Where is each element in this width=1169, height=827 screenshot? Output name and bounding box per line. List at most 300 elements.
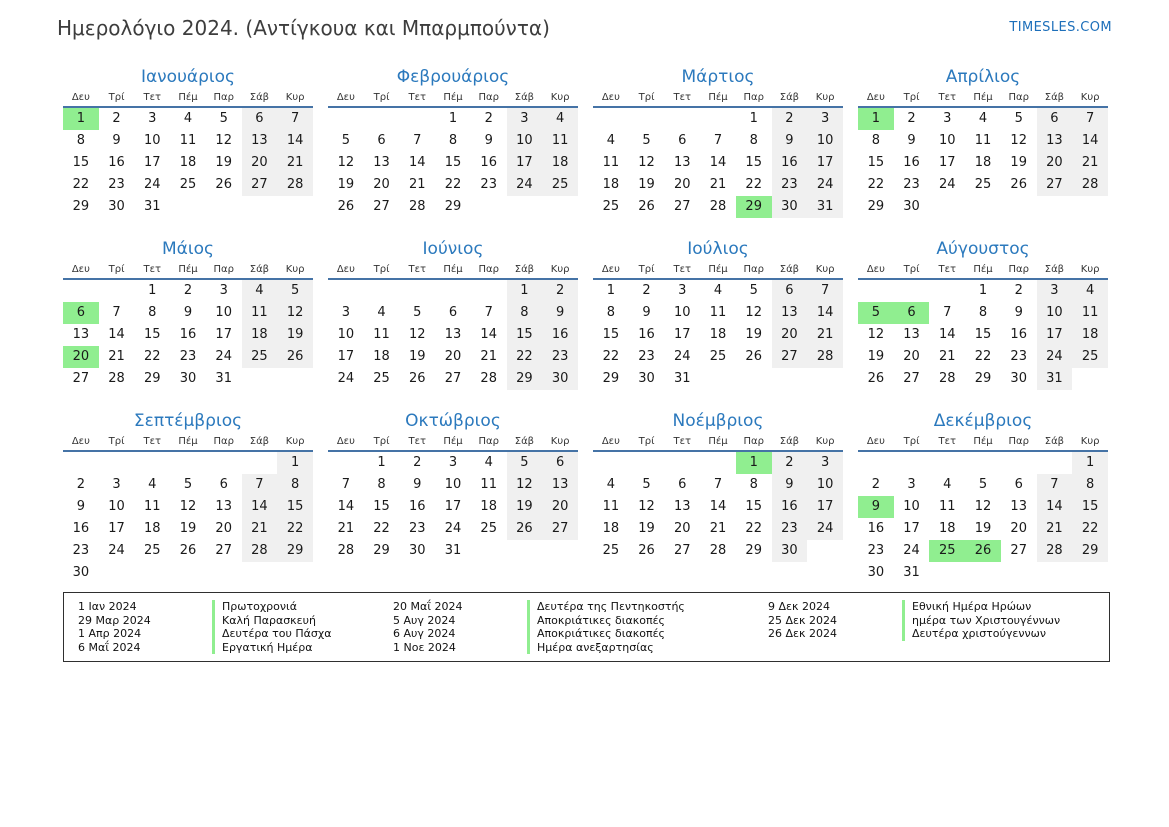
weekday-label: Πέμ xyxy=(443,264,463,275)
day-cell: 21 xyxy=(1072,152,1108,174)
month-days xyxy=(593,108,843,218)
month-title: Δεκέμβριος xyxy=(933,411,1033,431)
day-cell: 7 xyxy=(413,133,422,148)
day-cell: 15 xyxy=(745,499,762,514)
day-cell-empty xyxy=(629,452,665,474)
day-cell-empty xyxy=(242,452,278,474)
day-cell: 21 xyxy=(807,324,843,346)
day-cell: 25 xyxy=(602,199,620,214)
day-cell: 27 xyxy=(72,371,90,386)
day-cell: 10 xyxy=(507,130,543,152)
day-cell: 24 xyxy=(1037,346,1073,368)
day-cell: 29 xyxy=(507,368,543,390)
day-cell-empty xyxy=(965,196,1001,218)
weekday-label: Πέμ xyxy=(178,264,198,275)
day-cell-empty xyxy=(134,452,170,474)
day-cell: 22 xyxy=(745,177,762,192)
legend-date: 20 Μαΐ 2024 xyxy=(393,600,463,613)
day-cell: 4 xyxy=(148,477,157,492)
day-cell-empty xyxy=(807,368,843,390)
weekday-label: Δευ xyxy=(71,92,90,103)
day-cell: 30 xyxy=(772,196,808,218)
weekday-label: Δευ xyxy=(336,436,355,447)
weekday-label: Παρ xyxy=(743,436,764,447)
day-cell: 29 xyxy=(867,199,885,214)
weekday-label: Παρ xyxy=(1008,264,1029,275)
legend-date: 6 Μαΐ 2024 xyxy=(78,640,141,654)
day-cell: 15 xyxy=(277,496,313,518)
day-cell: 27 xyxy=(772,346,808,368)
weekday-label: Πέμ xyxy=(178,436,198,447)
weekday-label: Κυρ xyxy=(550,264,570,275)
weekday-label: Δευ xyxy=(71,436,90,447)
day-cell: 22 xyxy=(277,518,313,540)
day-cell: 2 xyxy=(76,477,85,492)
weekday-label: Τετ xyxy=(673,264,692,275)
day-cell: 4 xyxy=(183,111,193,126)
day-cell: 22 xyxy=(974,349,992,364)
day-cell: 3 xyxy=(448,455,458,470)
day-cell: 27 xyxy=(674,199,691,214)
day-cell: 21 xyxy=(409,177,426,192)
day-cell: 27 xyxy=(903,371,920,386)
day-cell: 7 xyxy=(713,133,723,148)
weekday-header xyxy=(858,92,1108,108)
day-cell: 28 xyxy=(480,371,497,386)
legend-item xyxy=(387,600,762,614)
day-cell: 30 xyxy=(903,199,920,214)
weekday-label: Σάβ xyxy=(1044,92,1065,103)
month-days xyxy=(328,280,578,390)
month-Δεκέμβριος xyxy=(858,410,1108,584)
day-cell: 19 xyxy=(337,177,355,192)
day-cell: 10 xyxy=(807,130,843,152)
day-cell: 8 xyxy=(277,474,313,496)
day-cell: 15 xyxy=(144,327,161,342)
weekday-label: Σάβ xyxy=(514,92,535,103)
day-cell-empty xyxy=(507,196,543,218)
weekday-label: Κυρ xyxy=(1080,436,1100,447)
day-cell: 25 xyxy=(602,543,620,558)
page-header xyxy=(57,16,1112,40)
day-cell: 9 xyxy=(413,477,422,492)
day-cell: 12 xyxy=(215,133,232,148)
day-cell: 26 xyxy=(337,199,355,214)
weekday-label: Τρί xyxy=(108,436,125,447)
legend-holiday-name: Δευτέρα του Πάσχα xyxy=(212,627,387,641)
legend-holiday-name: Εθνική Ημέρα Ηρώων xyxy=(902,600,1112,614)
weekday-header xyxy=(328,436,578,452)
month-days xyxy=(63,108,313,218)
day-cell: 2 xyxy=(772,108,808,130)
weekday-label: Παρ xyxy=(1008,92,1029,103)
day-cell: 30 xyxy=(409,543,426,558)
day-cell: 21 xyxy=(1037,518,1073,540)
day-cell-empty xyxy=(399,108,435,130)
day-cell: 19 xyxy=(638,177,655,192)
day-cell-empty xyxy=(593,108,629,130)
day-cell: 13 xyxy=(542,474,578,496)
legend-date: 5 Αυγ 2024 xyxy=(393,613,456,627)
day-cell-empty xyxy=(364,108,400,130)
day-cell: 7 xyxy=(713,477,723,492)
month-title: Φεβρουάριος xyxy=(396,67,510,87)
day-cell: 23 xyxy=(903,177,920,192)
legend-item xyxy=(762,614,1112,628)
weekday-label: Τρί xyxy=(638,92,655,103)
day-cell: 15 xyxy=(444,155,462,170)
day-cell: 4 xyxy=(1072,280,1108,302)
day-cell-empty xyxy=(1072,368,1108,390)
month-Απρίλιος xyxy=(858,66,1108,218)
weekday-label: Σάβ xyxy=(779,264,800,275)
day-cell: 13 xyxy=(242,130,278,152)
weekday-label: Τετ xyxy=(408,264,427,275)
legend-holiday-name: Δευτέρα χριστούγεννων xyxy=(902,627,1112,641)
day-cell: 21 xyxy=(939,349,956,364)
day-cell: 5 xyxy=(277,280,313,302)
day-cell: 17 xyxy=(444,499,462,514)
day-cell: 1 xyxy=(1072,452,1108,474)
month-Νοέμβριος xyxy=(593,410,843,562)
day-cell-empty xyxy=(206,562,242,584)
weekday-label: Πέμ xyxy=(973,92,993,103)
day-cell: 18 xyxy=(242,324,278,346)
day-cell: 13 xyxy=(1037,130,1073,152)
day-cell-empty xyxy=(1001,562,1037,584)
day-cell: 8 xyxy=(871,133,880,148)
day-cell: 25 xyxy=(929,540,965,562)
weekday-label: Σάβ xyxy=(779,436,800,447)
day-cell: 29 xyxy=(72,199,90,214)
day-cell: 29 xyxy=(974,371,992,386)
day-cell: 11 xyxy=(179,133,197,148)
day-cell-empty xyxy=(364,280,400,302)
weekday-label: Κυρ xyxy=(550,436,570,447)
day-cell: 23 xyxy=(108,177,125,192)
month-days xyxy=(328,452,578,562)
day-cell: 30 xyxy=(542,368,578,390)
month-days xyxy=(593,452,843,562)
weekday-label: Τετ xyxy=(938,436,957,447)
weekday-label: Τετ xyxy=(938,92,957,103)
weekday-label: Πέμ xyxy=(708,92,728,103)
day-cell: 15 xyxy=(602,327,620,342)
day-cell: 17 xyxy=(108,521,125,536)
weekday-label: Κυρ xyxy=(285,92,305,103)
legend-date: 1 Απρ 2024 xyxy=(78,627,142,640)
day-cell: 5 xyxy=(858,302,894,324)
day-cell: 14 xyxy=(277,130,313,152)
day-cell: 28 xyxy=(1037,540,1073,562)
day-cell: 4 xyxy=(242,280,278,302)
day-cell: 21 xyxy=(277,152,313,174)
day-cell: 10 xyxy=(337,327,355,342)
day-cell: 18 xyxy=(709,327,727,342)
weekday-label: Πέμ xyxy=(973,436,993,447)
day-cell: 5 xyxy=(642,477,651,492)
day-cell: 12 xyxy=(337,155,355,170)
day-cell: 12 xyxy=(867,327,885,342)
day-cell: 1 xyxy=(448,111,458,126)
day-cell-empty xyxy=(277,562,313,584)
day-cell: 8 xyxy=(749,477,758,492)
weekday-label: Παρ xyxy=(478,436,499,447)
day-cell-empty xyxy=(206,452,242,474)
month-title: Ιούλιος xyxy=(687,239,749,259)
day-cell-empty xyxy=(399,280,435,302)
page-title: Ημερολόγιο 2024. (Αντίγκουα και Μπαρμπούντα) xyxy=(57,16,550,40)
month-days xyxy=(858,452,1108,584)
month-Οκτώβριος xyxy=(328,410,578,562)
day-cell: 22 xyxy=(444,177,462,192)
day-cell: 5 xyxy=(507,452,543,474)
day-cell: 4 xyxy=(713,283,723,298)
day-cell: 17 xyxy=(807,152,843,174)
weekday-label: Πέμ xyxy=(708,264,728,275)
day-cell-empty xyxy=(328,280,364,302)
day-cell: 21 xyxy=(108,349,125,364)
day-cell-empty xyxy=(471,280,507,302)
day-cell-empty xyxy=(206,196,242,218)
weekday-label: Κυρ xyxy=(1080,264,1100,275)
weekday-header xyxy=(593,436,843,452)
day-cell: 1 xyxy=(606,283,615,298)
day-cell: 1 xyxy=(277,452,313,474)
month-Μάιος xyxy=(63,238,313,390)
weekday-label: Παρ xyxy=(213,92,234,103)
day-cell: 20 xyxy=(444,349,462,364)
legend-holiday-name: Εργατική Ημέρα xyxy=(212,641,387,655)
day-cell-empty xyxy=(170,452,206,474)
day-cell: 27 xyxy=(1037,174,1073,196)
day-cell: 19 xyxy=(277,324,313,346)
day-cell: 24 xyxy=(507,174,543,196)
day-cell: 26 xyxy=(215,177,232,192)
day-cell: 26 xyxy=(638,543,655,558)
day-cell: 23 xyxy=(867,543,885,558)
weekday-header xyxy=(328,264,578,280)
day-cell-empty xyxy=(894,452,930,474)
weekday-label: Δευ xyxy=(866,436,885,447)
day-cell: 3 xyxy=(907,477,916,492)
weekday-header xyxy=(328,92,578,108)
day-cell: 13 xyxy=(674,499,691,514)
day-cell: 20 xyxy=(242,152,278,174)
day-cell: 17 xyxy=(1037,324,1073,346)
day-cell: 28 xyxy=(1072,174,1108,196)
weekday-label: Τρί xyxy=(638,264,655,275)
day-cell: 20 xyxy=(1010,521,1027,536)
day-cell-empty xyxy=(277,196,313,218)
day-cell-empty xyxy=(929,196,965,218)
day-cell: 16 xyxy=(542,324,578,346)
day-cell: 18 xyxy=(179,155,197,170)
day-cell-empty xyxy=(1001,452,1037,474)
day-cell: 31 xyxy=(444,543,462,558)
day-cell: 28 xyxy=(409,199,426,214)
site-link[interactable]: TIMESLES.COM xyxy=(1009,20,1112,35)
day-cell: 14 xyxy=(337,499,355,514)
weekday-label: Τρί xyxy=(373,436,390,447)
day-cell: 5 xyxy=(749,283,758,298)
day-cell: 22 xyxy=(72,177,90,192)
day-cell: 15 xyxy=(745,155,762,170)
day-cell: 14 xyxy=(242,496,278,518)
day-cell: 25 xyxy=(242,346,278,368)
day-cell: 24 xyxy=(215,349,232,364)
day-cell: 4 xyxy=(484,455,493,470)
day-cell: 8 xyxy=(606,305,615,320)
month-title: Απρίλιος xyxy=(945,67,1021,87)
day-cell: 30 xyxy=(1010,371,1027,386)
day-cell: 31 xyxy=(144,199,161,214)
day-cell: 16 xyxy=(108,155,125,170)
day-cell: 12 xyxy=(974,499,992,514)
weekday-label: Κυρ xyxy=(1080,92,1100,103)
day-cell: 25 xyxy=(542,174,578,196)
weekday-label: Τρί xyxy=(108,92,125,103)
month-Σεπτέμβριος xyxy=(63,410,313,584)
weekday-label: Τρί xyxy=(903,264,920,275)
day-cell: 5 xyxy=(1014,111,1023,126)
day-cell-empty xyxy=(700,368,736,390)
day-cell: 18 xyxy=(542,152,578,174)
day-cell: 13 xyxy=(215,499,232,514)
day-cell-empty xyxy=(63,452,99,474)
day-cell: 28 xyxy=(337,543,355,558)
day-cell: 11 xyxy=(939,499,956,514)
day-cell: 25 xyxy=(974,177,992,192)
day-cell: 13 xyxy=(772,302,808,324)
day-cell: 19 xyxy=(179,521,197,536)
day-cell: 16 xyxy=(772,152,808,174)
day-cell: 13 xyxy=(373,155,390,170)
day-cell-empty xyxy=(435,280,471,302)
day-cell: 9 xyxy=(772,130,808,152)
day-cell: 5 xyxy=(642,133,651,148)
day-cell: 13 xyxy=(444,327,462,342)
weekday-label: Τετ xyxy=(143,436,162,447)
month-days xyxy=(63,280,313,390)
day-cell: 3 xyxy=(341,305,350,320)
day-cell: 28 xyxy=(939,371,956,386)
day-cell-empty xyxy=(134,562,170,584)
weekday-header xyxy=(63,264,313,280)
legend-holiday-name: Καλή Παρασκευή xyxy=(212,614,387,628)
day-cell: 10 xyxy=(1037,302,1073,324)
day-cell: 30 xyxy=(638,371,655,386)
day-cell: 31 xyxy=(215,371,232,386)
day-cell: 2 xyxy=(413,455,422,470)
day-cell-empty xyxy=(1072,562,1108,584)
weekday-label: Παρ xyxy=(213,264,234,275)
day-cell: 7 xyxy=(341,477,350,492)
day-cell: 11 xyxy=(144,499,161,514)
day-cell-empty xyxy=(664,108,700,130)
day-cell: 23 xyxy=(179,349,197,364)
day-cell: 26 xyxy=(965,540,1001,562)
weekday-label: Τετ xyxy=(673,436,692,447)
weekday-label: Σάβ xyxy=(1044,436,1065,447)
day-cell: 1 xyxy=(858,108,894,130)
day-cell: 26 xyxy=(1010,177,1027,192)
day-cell: 19 xyxy=(745,327,762,342)
day-cell: 25 xyxy=(709,349,727,364)
weekday-label: Κυρ xyxy=(285,436,305,447)
day-cell: 2 xyxy=(542,280,578,302)
weekday-label: Πέμ xyxy=(443,92,463,103)
day-cell: 8 xyxy=(148,305,157,320)
day-cell: 21 xyxy=(337,521,355,536)
weekday-label: Τετ xyxy=(408,92,427,103)
holiday-legend xyxy=(63,592,1110,662)
month-title: Μάρτιος xyxy=(681,67,755,87)
day-cell: 11 xyxy=(602,155,620,170)
day-cell-empty xyxy=(772,368,808,390)
day-cell: 29 xyxy=(373,543,390,558)
day-cell: 20 xyxy=(674,521,691,536)
day-cell: 16 xyxy=(867,521,885,536)
day-cell: 17 xyxy=(674,327,691,342)
day-cell: 14 xyxy=(409,155,426,170)
day-cell: 9 xyxy=(183,305,193,320)
day-cell: 6 xyxy=(377,133,386,148)
day-cell: 10 xyxy=(807,474,843,496)
day-cell-empty xyxy=(542,196,578,218)
weekday-label: Παρ xyxy=(213,436,234,447)
weekday-label: Τρί xyxy=(108,264,125,275)
month-title: Ιανουάριος xyxy=(140,67,236,87)
day-cell: 27 xyxy=(1010,543,1027,558)
day-cell: 23 xyxy=(409,521,426,536)
legend-item xyxy=(387,614,762,628)
day-cell: 16 xyxy=(179,327,197,342)
day-cell: 6 xyxy=(894,302,930,324)
legend-date: 1 Ιαν 2024 xyxy=(78,600,137,613)
day-cell: 10 xyxy=(144,133,161,148)
day-cell: 14 xyxy=(1037,496,1073,518)
day-cell: 2 xyxy=(112,111,121,126)
day-cell: 23 xyxy=(480,177,497,192)
day-cell: 2 xyxy=(871,477,880,492)
day-cell: 16 xyxy=(638,327,655,342)
day-cell: 18 xyxy=(939,521,956,536)
day-cell-empty xyxy=(471,540,507,562)
month-title: Αύγουστος xyxy=(936,239,1030,259)
legend-item xyxy=(72,627,387,641)
day-cell: 20 xyxy=(674,177,691,192)
month-Μάρτιος xyxy=(593,66,843,218)
day-cell: 23 xyxy=(72,543,90,558)
day-cell-empty xyxy=(929,280,965,302)
day-cell: 1 xyxy=(507,280,543,302)
day-cell: 6 xyxy=(678,133,687,148)
day-cell: 4 xyxy=(606,133,615,148)
day-cell: 1 xyxy=(978,283,988,298)
day-cell-empty xyxy=(1037,196,1073,218)
day-cell-empty xyxy=(170,196,206,218)
day-cell: 16 xyxy=(903,155,920,170)
day-cell: 25 xyxy=(480,521,497,536)
day-cell: 24 xyxy=(144,177,161,192)
day-cell: 20 xyxy=(1037,152,1073,174)
day-cell: 3 xyxy=(807,108,843,130)
day-cell: 17 xyxy=(939,155,956,170)
month-Αύγουστος xyxy=(858,238,1108,390)
day-cell-empty xyxy=(736,368,772,390)
weekday-label: Σάβ xyxy=(1044,264,1065,275)
